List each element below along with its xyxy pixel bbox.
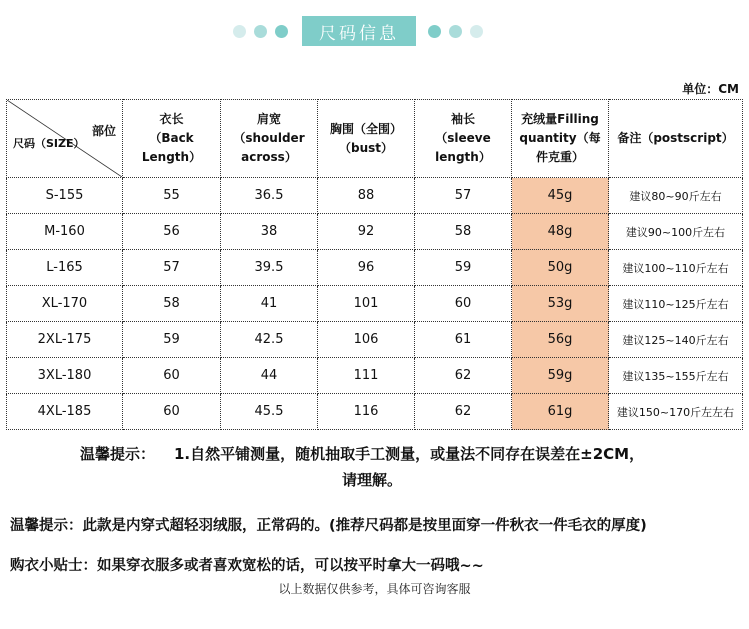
fill-cell: 56g — [512, 322, 609, 358]
size-cell: S-155 — [7, 178, 123, 214]
sleeve-cell: 61 — [415, 322, 512, 358]
table-row — [7, 178, 743, 214]
fill-cell: 61g — [512, 394, 609, 430]
size-cell: L-165 — [7, 250, 123, 286]
table-row — [7, 214, 743, 250]
shoulder-cell: 38 — [221, 214, 318, 250]
fill-cell: 48g — [512, 214, 609, 250]
length-cell: 59 — [123, 322, 221, 358]
product-tip: 温馨提示：此款是内穿式超轻羽绒服，正常码的。(推荐尺码都是按里面穿一件秋衣一件毛衣的厚度) — [10, 518, 647, 534]
sleeve-cell: 57 — [415, 178, 512, 214]
table-row — [7, 322, 743, 358]
sleeve-cell: 60 — [415, 286, 512, 322]
bust-cell: 88 — [318, 178, 415, 214]
corner-header-cell — [7, 100, 123, 178]
length-cell: 55 — [123, 178, 221, 214]
shoulder-cell: 45.5 — [221, 394, 318, 430]
length-cell: 60 — [123, 394, 221, 430]
note-cell: 建议125~140斤左右 — [609, 322, 743, 358]
fill-cell: 53g — [512, 286, 609, 322]
note-cell: 建议80~90斤左右 — [609, 178, 743, 214]
footer-note: 以上数据仅供参考，具体可咨询客服 — [278, 582, 471, 596]
bust-cell: 96 — [318, 250, 415, 286]
corner-size-label: 尺码（SIZE） — [13, 137, 85, 150]
table-row — [7, 358, 743, 394]
shoulder-cell: 44 — [221, 358, 318, 394]
sleeve-cell: 62 — [415, 358, 512, 394]
section-title: 尺码信息 — [302, 16, 416, 46]
table-row — [7, 250, 743, 286]
decor-dot — [275, 25, 288, 38]
sleeve-cell: 58 — [415, 214, 512, 250]
sleeve-cell: 62 — [415, 394, 512, 430]
table-header-row — [7, 100, 743, 178]
column-header: 胸围（全围） （bust） — [318, 100, 415, 178]
tip-text-continued: 请理解。 — [342, 471, 403, 489]
shopping-tip: 购衣小贴士：如果穿衣服多或者喜欢宽松的话，可以按平时拿大一码哦~~ — [10, 558, 484, 574]
column-header: 袖长 （sleeve length） — [415, 100, 512, 178]
decor-dot — [449, 25, 462, 38]
section-header — [0, 16, 749, 46]
bust-cell: 101 — [318, 286, 415, 322]
decor-dot — [233, 25, 246, 38]
size-cell: XL-170 — [7, 286, 123, 322]
column-header: 肩宽 （shoulder across） — [221, 100, 318, 178]
shoulder-cell: 39.5 — [221, 250, 318, 286]
column-header: 衣长 （Back Length） — [123, 100, 221, 178]
length-cell: 57 — [123, 250, 221, 286]
note-cell: 建议135~155斤左右 — [609, 358, 743, 394]
note-cell: 建议110~125斤左右 — [609, 286, 743, 322]
size-cell: 2XL-175 — [7, 322, 123, 358]
table-row — [7, 286, 743, 322]
length-cell: 56 — [123, 214, 221, 250]
length-cell: 60 — [123, 358, 221, 394]
table-row — [7, 394, 743, 430]
decor-dot — [254, 25, 267, 38]
fill-cell: 45g — [512, 178, 609, 214]
sleeve-cell: 59 — [415, 250, 512, 286]
bust-cell: 106 — [318, 322, 415, 358]
shoulder-cell: 42.5 — [221, 322, 318, 358]
unit-label: 单位：CM — [682, 82, 739, 96]
size-cell: 3XL-180 — [7, 358, 123, 394]
shoulder-cell: 41 — [221, 286, 318, 322]
note-cell: 建议90~100斤左右 — [609, 214, 743, 250]
length-cell: 58 — [123, 286, 221, 322]
shoulder-cell: 36.5 — [221, 178, 318, 214]
note-cell: 建议150~170斤左左右 — [609, 394, 743, 430]
corner-part-label: 部位 — [91, 124, 116, 138]
size-cell: M-160 — [7, 214, 123, 250]
column-header: 充绒量Filling quantity（每 件克重） — [512, 100, 609, 178]
bust-cell: 92 — [318, 214, 415, 250]
size-chart-table — [6, 99, 743, 430]
tip-label: 温馨提示： — [80, 445, 156, 463]
measurement-tip — [80, 441, 700, 493]
column-header: 备注（postscript） — [609, 100, 743, 178]
bust-cell: 116 — [318, 394, 415, 430]
bust-cell: 111 — [318, 358, 415, 394]
tip-text: 1.自然平铺测量，随机抽取手工测量，或量法不同存在误差在±2CM， — [174, 445, 645, 463]
decor-dot — [428, 25, 441, 38]
decor-dot — [470, 25, 483, 38]
fill-cell: 59g — [512, 358, 609, 394]
size-cell: 4XL-185 — [7, 394, 123, 430]
note-cell: 建议100~110斤左右 — [609, 250, 743, 286]
fill-cell: 50g — [512, 250, 609, 286]
